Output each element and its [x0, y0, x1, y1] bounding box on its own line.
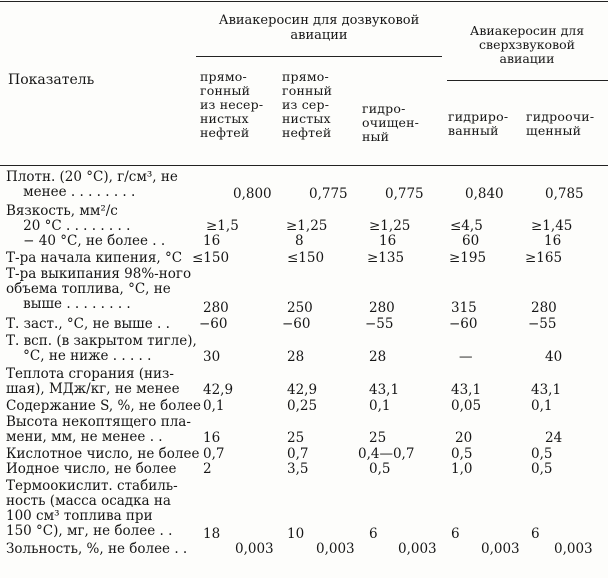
cell-value: 0,800 [233, 186, 272, 202]
cell-value: 0,775 [385, 186, 424, 202]
cell-value: 0,1 [531, 398, 553, 414]
cell-value: 42,9 [287, 382, 318, 398]
cell-value: 6 [369, 526, 378, 542]
row-label-viscosity-m40: − 40 °С, не более . . [6, 233, 166, 249]
cell-value: 60 [462, 233, 480, 249]
row-label-pour-point: Т. заст., °С, не выше . . [6, 316, 170, 332]
group-header-supersonic: Авиакеросин для сверхзвуковой авиации [469, 23, 585, 66]
column-header-3: гидро- очищен- ный [362, 101, 420, 144]
cell-value: 40 [545, 349, 563, 365]
cell-value: 0,003 [398, 541, 437, 557]
cell-value: ≥195 [449, 250, 487, 266]
row-label-smoke-point: Высота некоптящего пла- мени, мм, не менее . . [6, 414, 191, 445]
rule-header-bottom [0, 165, 608, 166]
cell-value: −60 [282, 316, 311, 332]
cell-value: −55 [365, 316, 394, 332]
row-label-viscosity-20: 20 °С . . . . . . . . [6, 218, 131, 234]
cell-value: 20 [455, 430, 473, 446]
cell-value: 16 [203, 233, 221, 249]
cell-value: 3,5 [287, 461, 309, 477]
cell-value: ≥165 [525, 250, 563, 266]
cell-value: −55 [528, 316, 557, 332]
cell-value: −60 [199, 316, 228, 332]
cell-value: 280 [369, 300, 395, 316]
cell-value: 0,775 [309, 186, 348, 202]
cell-value: 0,785 [545, 186, 584, 202]
cell-value: 0,003 [481, 541, 520, 557]
cell-value: 43,1 [451, 382, 482, 398]
cell-value: 0,003 [235, 541, 274, 557]
row-label-boiling-98: Т-ра выкипания 98%-ного объема топлива, °С, не выше . . . . . . . . [6, 266, 192, 312]
cell-value: 25 [369, 430, 387, 446]
row-label-ash: Зольность, %, не более . . [6, 541, 188, 557]
cell-value: 10 [287, 526, 305, 542]
cell-value: 0,25 [287, 398, 318, 414]
cell-value: 8 [295, 233, 304, 249]
cell-value: 0,05 [451, 398, 482, 414]
cell-value: 28 [287, 349, 305, 365]
cell-value: 16 [379, 233, 397, 249]
cell-value: 0,1 [369, 398, 391, 414]
cell-value: 280 [203, 300, 229, 316]
rule-under-supersonic [447, 80, 608, 81]
row-label-flash-point: Т. всп. (в закрытом тигле), °С, не ниже . . . . . [6, 333, 197, 364]
row-label-thermo-stability: Термоокислит. стабиль- ность (масса осадка на 100 см³ топлива при 150 °С), мг, не более . . [6, 478, 178, 539]
cell-value: 0,003 [316, 541, 355, 557]
cell-value: ≥1,45 [531, 218, 573, 234]
cell-value: ≤150 [192, 250, 230, 266]
cell-value: ≤4,5 [450, 218, 483, 234]
group-header-subsonic: Авиакеросин для дозвуковой авиации [218, 13, 420, 43]
cell-value: 42,9 [203, 382, 234, 398]
cell-value: 6 [531, 526, 540, 542]
cell-value: 0,5 [369, 461, 391, 477]
cell-value: 0,5 [531, 461, 553, 477]
cell-value: 315 [451, 300, 477, 316]
cell-value: 0,5 [451, 446, 473, 462]
cell-value: 25 [287, 430, 305, 446]
cell-value: 0,840 [465, 186, 504, 202]
cell-value: 24 [545, 430, 563, 446]
cell-value: ≥1,25 [286, 218, 328, 234]
cell-value: 280 [531, 300, 557, 316]
rule-top [0, 1, 608, 2]
cell-value: 43,1 [369, 382, 400, 398]
cell-value: 18 [203, 526, 221, 542]
row-label-acid-number: Кислотное число, не более [6, 446, 200, 462]
cell-value: 0,7 [203, 446, 225, 462]
cell-value: 250 [287, 300, 313, 316]
column-header-5: гидроочи- щенный [526, 109, 595, 138]
row-label-viscosity: Вязкость, мм²/с [6, 203, 118, 219]
cell-value: ≤150 [287, 250, 325, 266]
column-header-1: прямо- гонный из несер- нистых нефтей [200, 69, 264, 140]
cell-value: 16 [203, 430, 221, 446]
cell-value: 6 [451, 526, 460, 542]
cell-value: 0,5 [531, 446, 553, 462]
row-label-iodine-number: Иодное число, не более [6, 461, 177, 477]
param-header: Показатель [8, 72, 95, 88]
row-label-heat-combustion: Теплота сгорания (низ- шая), МДж/кг, не менее [6, 366, 180, 397]
cell-value: 16 [544, 233, 562, 249]
cell-value: 2 [203, 461, 212, 477]
cell-value: ≥1,25 [369, 218, 411, 234]
cell-value: ≥135 [367, 250, 405, 266]
cell-value: — [459, 349, 473, 365]
cell-value: 0,003 [554, 541, 593, 557]
cell-value: ≥1,5 [206, 218, 239, 234]
column-header-4: гидриро- ванный [448, 109, 509, 138]
row-label-initial-boiling: Т-ра начала кипения, °С [6, 250, 183, 266]
cell-value: 30 [203, 349, 221, 365]
cell-value: 43,1 [531, 382, 562, 398]
cell-value: 0,1 [203, 398, 225, 414]
cell-value: −60 [449, 316, 478, 332]
rule-under-subsonic [196, 56, 442, 57]
cell-value: 0,4—0,7 [358, 446, 415, 462]
column-header-2: прямо- гонный из сер- нистых нефтей [282, 69, 333, 140]
cell-value: 0,7 [287, 446, 309, 462]
cell-value: 28 [369, 349, 387, 365]
row-label-sulfur: Содержание S, %, не более [6, 398, 201, 414]
cell-value: 1,0 [451, 461, 473, 477]
row-label-density: Плотн. (20 °С), г/см³, не менее . . . . . . . . [6, 169, 178, 200]
